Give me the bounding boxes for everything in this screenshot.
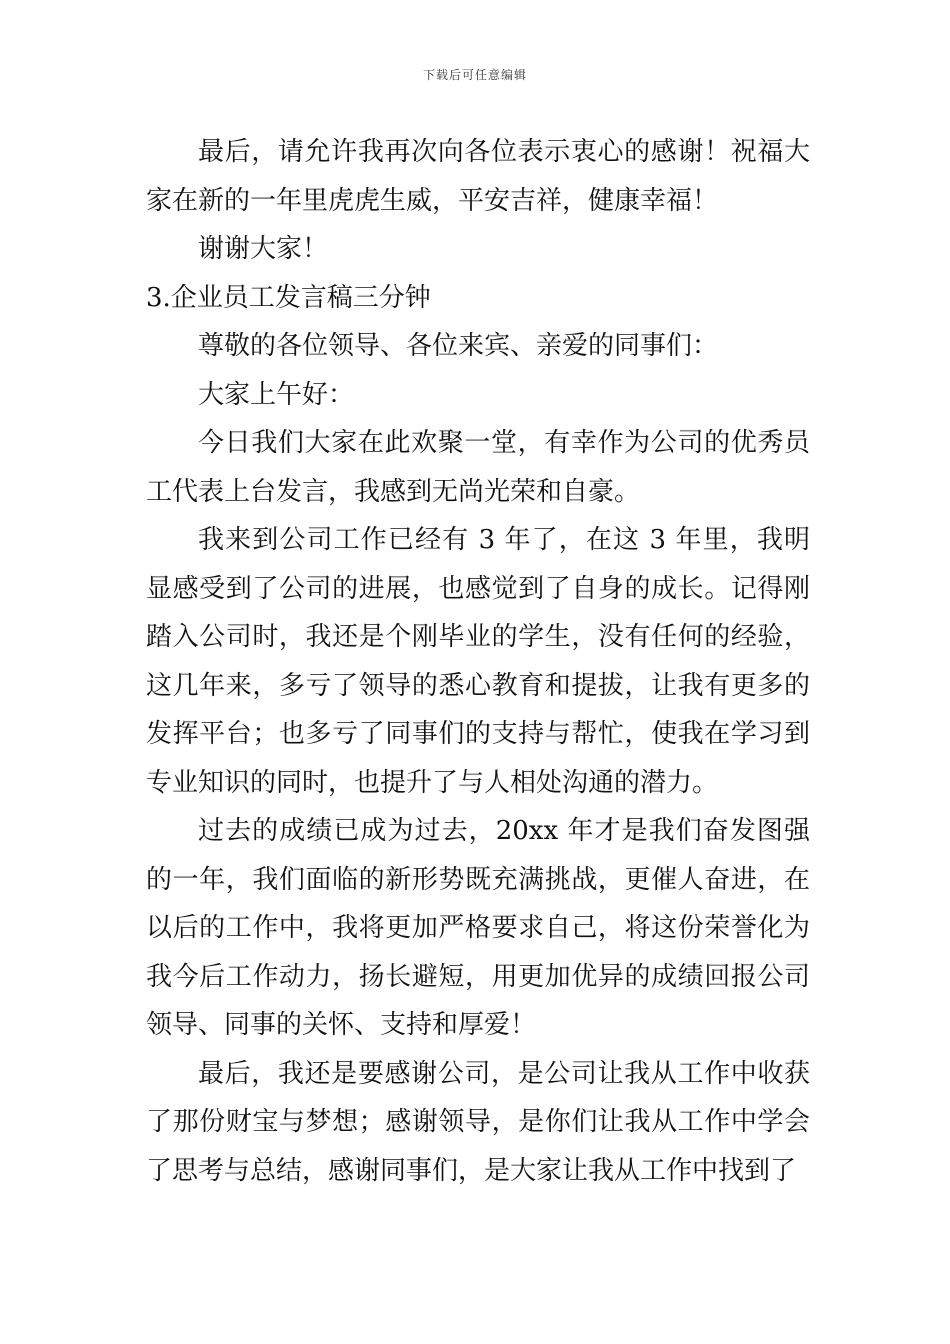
section-heading: 3.企业员工发言稿三分钟 xyxy=(146,282,431,313)
paragraph-future: 过去的成绩已成为过去，20xx 年才是我们奋发图强的一年，我们面临的新形势既充满挑战，更催人奋进，在以后的工作中，我将更加严格要求自己，将这份荣誉化为我今后工作动力，扬长避短，用更加优异的成绩回报公司领导、同事的关怀、支持和厚爱！ xyxy=(146,816,810,1040)
header-note: 下载后可任意编辑 xyxy=(422,68,527,82)
paragraph-greeting: 大家上午好： xyxy=(198,379,355,410)
paragraph-closing-thanks: 最后，请允许我再次向各位表示衷心的感谢！祝福大家在新的一年里虎虎生威，平安吉祥，健康幸福！ xyxy=(146,137,810,216)
paragraph-gratitude: 最后，我还是要感谢公司，是公司让我从工作中收获了那份财宝与梦想；感谢领导，是你们让我从工作中学会了思考与总结，感谢同事们，是大家让我从工作中找到了 xyxy=(146,1058,810,1186)
document-body xyxy=(146,128,810,1195)
paragraph-experience: 我来到公司工作已经有 3 年了，在这 3 年里，我明显感受到了公司的进展，也感觉到了自身的成长。记得刚踏入公司时，我还是个刚毕业的学生，没有任何的经验，这几年来，多亏了领导的悉心教育和提拔，让我有更多的发挥平台；也多亏了同事们的支持与帮忙，使我在学习到专业知识的同时，也提升了与人相处沟通的潜力。 xyxy=(146,525,810,798)
paragraph-intro: 今日我们大家在此欢聚一堂，有幸作为公司的优秀员工代表上台发言，我感到无尚光荣和自豪。 xyxy=(146,428,810,507)
paragraph-thank-all: 谢谢大家！ xyxy=(198,234,329,264)
paragraph-salutation: 尊敬的各位领导、各位来宾、亲爱的同事们： xyxy=(198,331,719,361)
